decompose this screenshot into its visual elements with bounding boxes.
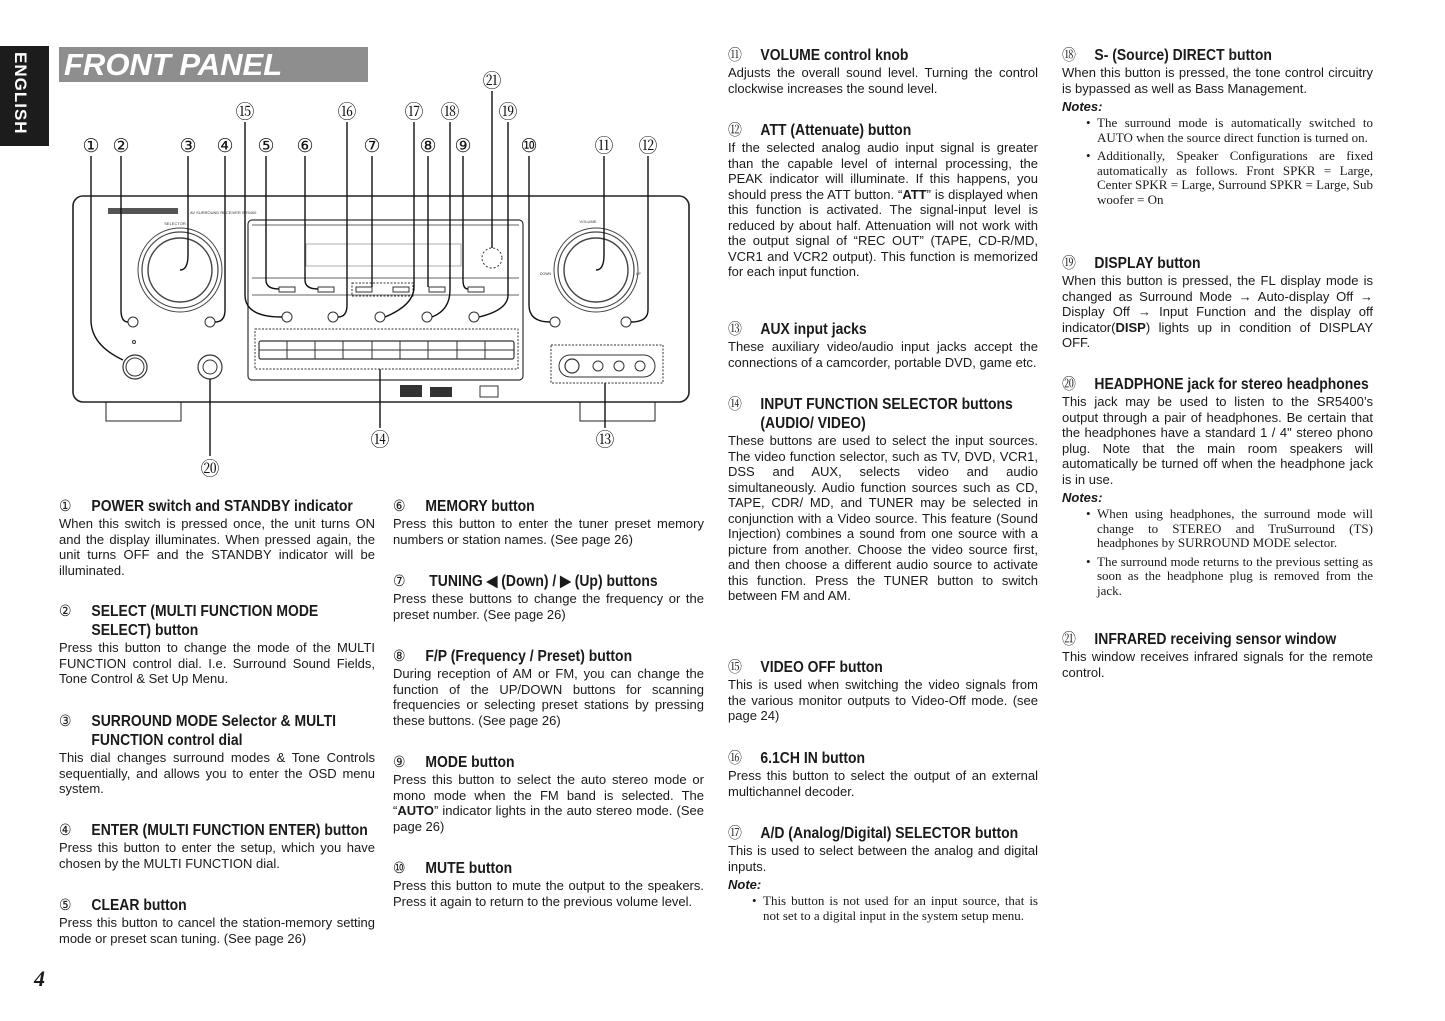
item-title: A/D (Analog/Digital) SELECTOR button — [760, 825, 1019, 842]
item-title: DISPLAY button — [1094, 255, 1201, 272]
notes-heading: Notes: — [1062, 99, 1103, 114]
callout-8: ⑧ — [419, 136, 437, 157]
volume-label: VOLUME — [579, 219, 597, 224]
item-title: INPUT FUNCTION SELECTOR buttons — [760, 396, 1013, 413]
callout-21: ㉑ — [482, 71, 502, 92]
item-number: ① — [59, 498, 72, 515]
item-number: ⑫ — [728, 122, 742, 139]
note-item: • The surround mode returns to the previous setting as soon as the headphone plug is removed from the jack. — [1086, 555, 1373, 599]
item-body: This is used to select between the analog and digital inputs. — [728, 843, 1038, 874]
item-mute — [393, 859, 704, 909]
notes-heading: Note: — [728, 877, 762, 892]
item-video-off — [728, 658, 1038, 724]
item-infrared — [1062, 630, 1373, 680]
item-body: This dial changes surround modes & Tone Controls sequentially, and allows you to enter the OSD menu system. — [59, 750, 375, 796]
notes-list — [1062, 507, 1373, 599]
item-title: 6.1CH IN button — [760, 750, 866, 767]
audio-r-jack[interactable] — [635, 361, 645, 371]
item-number: ⑥ — [393, 498, 406, 515]
item-number: ④ — [59, 822, 72, 839]
item-title-line2: SELECT) button — [91, 622, 199, 639]
item-title: TUNING ◀ (Down) / ▶ (Up) buttons — [425, 573, 658, 590]
callout-5: ⑤ — [257, 136, 275, 157]
item-ad-selector — [728, 824, 1038, 927]
note-item: • Additionally, Speaker Configurations are fixed automatically as follows. Front SPKR = Large, Center SPKR = Large, Surround SPKR = Large, Sub woofer = On — [1086, 149, 1373, 207]
item-number: ⑧ — [393, 648, 406, 665]
notes-heading: Notes: — [1062, 490, 1103, 505]
item-power — [59, 497, 375, 578]
callout-7: ⑦ — [363, 136, 381, 157]
callout-3: ③ — [179, 136, 197, 157]
body-bold: DISP — [1115, 319, 1146, 335]
item-title: ATT (Attenuate) button — [760, 122, 912, 139]
audio-l-jack[interactable] — [614, 361, 624, 371]
item-display — [1062, 254, 1373, 351]
callout-18: ⑱ — [440, 102, 460, 123]
item-title-line2: FUNCTION control dial — [91, 732, 243, 749]
item-body: These buttons are used to select the input sources. The video function selector, such as TV, DVD, VCR1, DSS and AUX, selects video and audio simultaneously. Audio function sources such as CD, TAPE, CDR/ MD, and TUNER may be selected in conjunction with a Video source. This feature (Sound Injection) combines a sound from one source with a picture from another. Choose the video source first, and then choose a different audio source to activate this function. Press the TUNER button to switch between FM and AM. — [728, 433, 1038, 603]
item-title: ENTER (MULTI FUNCTION ENTER) button — [91, 822, 368, 839]
note-item: • This button is not used for an input source, that is not set to a digital input in the system setup menu. — [752, 894, 1038, 923]
body-text: Press this button to select the auto stereo mode or mono mode when the FM band is selected. The “ — [393, 772, 704, 818]
callout-14: ⑭ — [370, 430, 390, 451]
note-item: • When using headphones, the surround mode will change to STEREO and TruSurround (TS) headphones by SURROUND MODE selector. — [1086, 507, 1373, 551]
tuning-down-button[interactable] — [356, 287, 372, 292]
headphone-jack[interactable] — [198, 355, 222, 379]
item-title: CLEAR button — [91, 897, 187, 914]
body-bold: AUTO — [397, 803, 434, 818]
body-bold: ATT — [902, 186, 927, 202]
notes-list — [1062, 116, 1373, 208]
notes-list — [728, 894, 1038, 923]
item-volume — [728, 46, 1038, 96]
item-number: ⑱ — [1062, 47, 1076, 64]
item-tuning — [393, 572, 704, 622]
6ch-input-button[interactable] — [328, 312, 338, 322]
left-foot — [106, 402, 181, 421]
item-body: This jack may be used to listen to the SR5400’s output through a pair of headphones. Be certain that the headphones have a standard 1 / 4" stereo phono plug. Note that the main room speakers will automatically be turned off when the headphone jack is in use. — [1062, 394, 1373, 487]
item-select — [59, 602, 375, 687]
item-s-direct — [1062, 46, 1373, 212]
item-number: ⑳ — [1062, 376, 1076, 393]
item-number: ② — [59, 603, 72, 620]
mode-button[interactable] — [468, 287, 484, 292]
item-body: When this button is pressed, the tone control circuitry is bypassed as well as Bass Management. — [1062, 65, 1373, 96]
item-number: ⑮ — [728, 659, 742, 676]
item-body: This is used when switching the video signals from the various monitor outputs to Video-Off mode. (see page 24) — [728, 677, 1038, 723]
dolby-logo — [480, 386, 498, 397]
callout-numbers — [82, 70, 657, 480]
language-tab — [0, 46, 49, 146]
callout-9: ⑨ — [454, 136, 472, 157]
item-number: ⑲ — [1062, 255, 1076, 272]
item-title-line2: (AUDIO/ VIDEO) — [760, 415, 866, 432]
item-title: S- (Source) DIRECT button — [1094, 47, 1272, 64]
callout-15: ⑮ — [235, 102, 255, 123]
callout-2: ② — [112, 136, 130, 157]
item-title: POWER switch and STANDBY indicator — [91, 498, 353, 515]
item-surround-dial — [59, 712, 375, 797]
model-label: AV SURROUND RECEIVER SR5400 — [190, 210, 257, 215]
power-switch-inner — [126, 358, 144, 376]
item-number: ⑩ — [393, 860, 406, 877]
down-label: DOWN — [540, 272, 552, 276]
fp-button[interactable] — [429, 287, 445, 292]
item-number: ⑪ — [728, 47, 742, 64]
item-body: Press this button to select the output of an external multichannel decoder. — [728, 768, 1038, 799]
item-title: MUTE button — [425, 860, 513, 877]
item-fp — [393, 647, 704, 728]
power-switch[interactable] — [123, 355, 147, 379]
enter-button[interactable] — [205, 317, 215, 327]
callout-16: ⑯ — [337, 102, 357, 123]
item-body: This window receives infrared signals for the remote control. — [1062, 649, 1373, 680]
up-label: UP — [636, 272, 641, 276]
page-title: FRONT PANEL — [64, 47, 283, 82]
item-number: ⑤ — [59, 897, 72, 914]
item-number: ㉑ — [1062, 631, 1076, 648]
headphone-jack-inner — [203, 360, 217, 374]
item-body — [728, 140, 1038, 280]
item-body: When this switch is pressed once, the unit turns ON and the display illuminates. When pressed again, the unit turns OFF and the STANDBY indicator will be illuminated. — [59, 516, 375, 578]
item-body: Press this button to enter the setup, which you have chosen by the MULTI FUNCTION dial. — [59, 840, 375, 871]
item-body: These auxiliary video/audio input jacks accept the connections of a camcorder, portable DVD, game etc. — [728, 339, 1038, 370]
item-body: Press these buttons to change the frequency or the preset number. (See page 26) — [393, 591, 704, 622]
input-selector-dividers — [259, 341, 514, 359]
att-button[interactable] — [621, 317, 631, 327]
input-selector-group — [255, 329, 518, 369]
item-6ch-in — [728, 749, 1038, 799]
item-title: SELECT (MULTI FUNCTION MODE — [91, 603, 319, 620]
item-body: During reception of AM or FM, you can change the function of the UP/DOWN buttons for scanning frequencies or selecting preset stations by pressing these buttons. (See page 26) — [393, 666, 704, 728]
item-title: AUX input jacks — [760, 321, 867, 338]
body-text: ” is displayed when this function is activated. The signal-input level is reduced by about half. Attenuation will not work with the output signal of “REC OUT” (TAPE, CD-R/MD, VCR1 and VCR2 output). This function is memorized for each input function. — [728, 186, 1038, 279]
aux-jack-plate — [559, 355, 655, 377]
video-jack[interactable] — [593, 361, 603, 371]
language-label: ENGLISH — [11, 52, 30, 135]
tuning-group — [352, 283, 413, 296]
item-body: Press this button to mute the output to the speakers. Press it again to return to the previous volume level. — [393, 878, 704, 909]
srs-logo — [400, 385, 422, 397]
s-direct-button[interactable] — [422, 312, 432, 322]
item-title: MODE button — [425, 754, 515, 771]
item-title: SURROUND MODE Selector & MULTI — [91, 713, 337, 730]
video-off-button[interactable] — [282, 312, 292, 322]
fl-display — [306, 244, 461, 266]
item-body: Adjusts the overall sound level. Turning the control clockwise increases the sound level. — [728, 65, 1038, 96]
item-input-selector — [728, 395, 1038, 604]
front-panel-diagram — [60, 60, 720, 490]
item-title: VOLUME control knob — [760, 47, 909, 64]
mute-button[interactable] — [550, 317, 560, 327]
item-title: MEMORY button — [425, 498, 535, 515]
memory-button[interactable] — [318, 287, 334, 292]
item-number: ⑬ — [728, 321, 742, 338]
item-body — [1062, 273, 1373, 351]
callout-11: ⑪ — [594, 136, 614, 157]
body-text: ) lights up in condition of DISPLAY OFF. — [1062, 319, 1373, 350]
item-body: Press this button to change the mode of the MULTI FUNCTION control dial. I.e. Surround Sound Fields, Tone Control & Set Up Menu. — [59, 640, 375, 686]
tuning-up-button[interactable] — [393, 287, 409, 292]
item-body: Press this button to enter the tuner preset memory numbers or station names. (See page 26) — [393, 516, 704, 547]
body-text: If the selected analog audio input signal is greater than the capable level of internal processing, the PEAK indicator will illuminate. If this happens, you should press the ATT button. “ — [728, 140, 1038, 202]
callout-1: ① — [82, 136, 100, 157]
item-title: INFRARED receiving sensor window — [1094, 631, 1337, 648]
selector-label: SELECTOR — [164, 221, 186, 226]
display-button[interactable] — [469, 312, 479, 322]
ad-button[interactable] — [375, 312, 385, 322]
item-clear — [59, 896, 375, 946]
callout-17: ⑰ — [404, 102, 424, 123]
select-button[interactable] — [128, 317, 138, 327]
item-aux — [728, 320, 1038, 370]
item-body — [393, 772, 704, 834]
item-number: ③ — [59, 713, 72, 730]
item-number: ⑭ — [728, 396, 742, 413]
dts-logo — [430, 387, 452, 397]
standby-indicator — [133, 341, 136, 344]
item-title: HEADPHONE jack for stereo headphones — [1094, 376, 1369, 393]
callout-4: ④ — [216, 136, 234, 157]
page-number: 4 — [34, 966, 45, 991]
body-text: ” indicator lights in the auto stereo mode. (See page 26) — [393, 803, 704, 834]
callout-13: ⑬ — [595, 430, 615, 451]
s-video-jack[interactable] — [565, 359, 579, 373]
callout-6: ⑥ — [296, 136, 314, 157]
callout-19: ⑲ — [498, 102, 518, 123]
item-title: F/P (Frequency / Preset) button — [425, 648, 633, 665]
clear-button[interactable] — [279, 287, 295, 292]
infrared-sensor-window — [482, 248, 502, 268]
note-item: • The surround mode is automatically switched to AUTO when the source direct function is turned on. — [1086, 116, 1373, 145]
item-headphone — [1062, 375, 1373, 603]
item-number: ⑦ — [393, 573, 406, 590]
item-body: Press this button to cancel the station-memory setting mode or preset scan tuning. (See page 26) — [59, 915, 375, 946]
item-number: ⑨ — [393, 754, 406, 771]
item-number: ⑰ — [728, 825, 742, 842]
item-enter — [59, 821, 375, 871]
callout-10: ⑩ — [520, 136, 538, 157]
item-mode — [393, 753, 704, 834]
callout-12: ⑫ — [638, 136, 658, 157]
item-title: VIDEO OFF button — [760, 659, 883, 676]
item-number: ⑯ — [728, 750, 742, 767]
callout-20: ⑳ — [200, 459, 220, 480]
item-memory — [393, 497, 704, 547]
right-foot — [580, 402, 655, 421]
brand-logo — [108, 208, 178, 214]
body-text: When this button is pressed, the FL display mode is changed as Surround Mode → Auto-display Off → Display Off → Input Function and the display off indicator( — [1062, 273, 1373, 335]
item-att — [728, 121, 1038, 280]
